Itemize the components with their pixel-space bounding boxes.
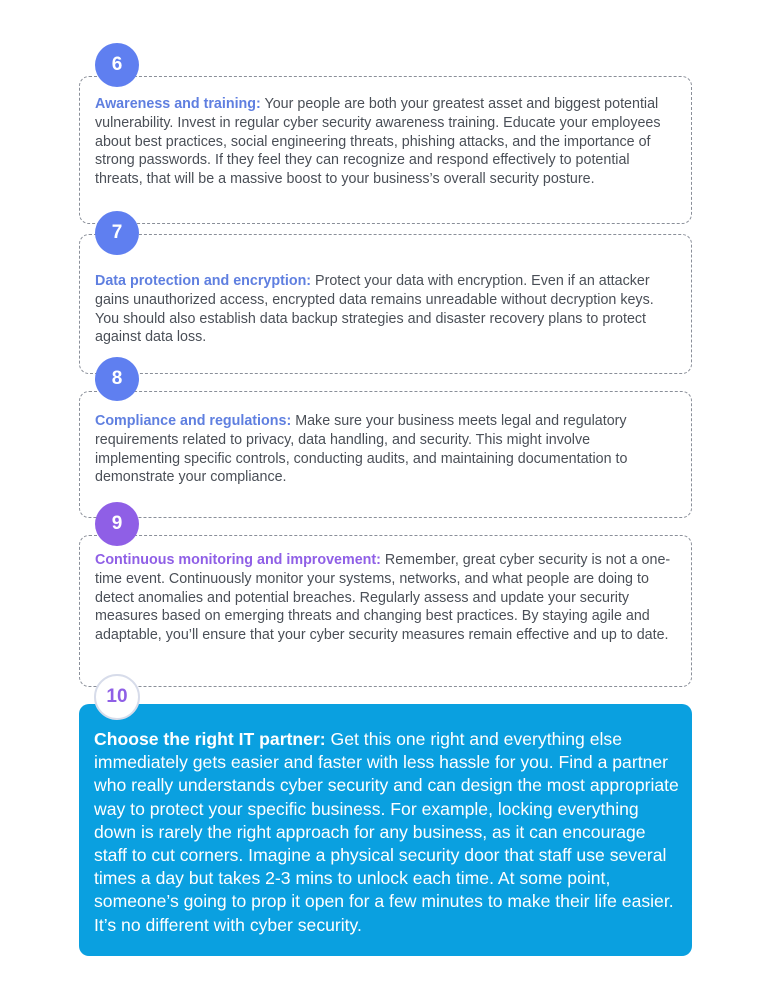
number-badge-9: 9	[95, 502, 139, 546]
tip-title-10: Choose the right IT partner:	[94, 729, 326, 749]
tip-card-6	[79, 76, 692, 224]
tip-card-9	[79, 535, 692, 687]
tip-card-10	[79, 704, 692, 956]
tip-title-9: Continuous monitoring and improvement:	[95, 552, 381, 568]
tip-body-10: Get this one right and everything else immediately gets easier and faster with less hassle for you. Find a partner who really understands cyber security and can design the most appropriate way to protect your specific business. For example, locking everything down is rarely the right approach for any business, as it can encourage staff to cut corners. Imagine a physical security door that staff use several times a day but takes 2-3 mins to unlock each time. At some point, someone’s going to prop it open for a few minutes to make their life easier. It’s no different with cyber security.	[94, 729, 679, 935]
tip-body-7: Protect your data with encryption. Even if an attacker gains unauthorized access, encrypted data remains unreadable without decryption keys. You should also establish data backup strategies and disaster recovery plans to protect against data loss.	[95, 273, 654, 346]
number-badge-10: 10	[94, 674, 140, 720]
tip-card-7	[79, 234, 692, 374]
tip-body-9: Remember, great cyber security is not a one-time event. Continuously monitor your systems, networks, and what people are doing to detect anomalies and potential breaches. Regularly assess and update your security measures based on emerging threats and changing best practices. By staying agile and adaptable, you’ll ensure that your cyber security measures remain effective and up to date.	[95, 552, 671, 644]
tip-text-9	[95, 551, 677, 645]
tip-text-6	[95, 95, 677, 189]
tip-text-7	[95, 272, 677, 347]
tip-title-7: Data protection and encryption:	[95, 273, 312, 289]
number-badge-7: 7	[95, 211, 139, 255]
tip-body-8: Make sure your business meets legal and regulatory requirements related to privacy, data handling, and security. This might involve implementing specific controls, conducting audits, and maintaining documentation to demonstrate your compliance.	[95, 413, 628, 486]
tip-body-6: Your people are both your greatest asset and biggest potential vulnerability. Invest in regular cyber security awareness training. Educate your employees about best practices, social engineering threats, phishing attacks, and the importance of strong passwords. If they feel they can recognize and respond effectively to potential threats, that will be a massive boost to your business’s overall security posture.	[95, 96, 661, 188]
tip-card-8	[79, 391, 692, 518]
tip-title-6: Awareness and training:	[95, 96, 261, 112]
tip-title-8: Compliance and regulations:	[95, 413, 292, 429]
number-badge-6: 6	[95, 43, 139, 87]
tip-text-10	[94, 728, 680, 937]
tip-text-8	[95, 412, 677, 487]
number-badge-8: 8	[95, 357, 139, 401]
